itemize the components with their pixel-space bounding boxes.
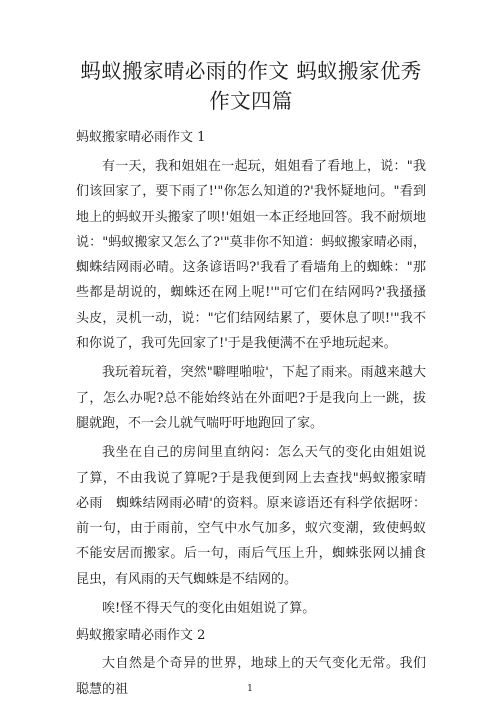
paragraph: 有一天，我和姐姐在一起玩，姐姐看了看地上，说："我们该回家了，要下雨了!'"你怎么知道的?'我怀疑地问。"看到地上的蚂蚁开头搬家了呗!'姐姐一本正经地回答。我不耐烦地说："蚂蚁搬家又怎么了?'"莫非你不知道：蚂蚁搬家晴必雨，蜘蛛结网雨必晴。这条谚语吗?'我看了看墙角上的蜘蛛："那些都是胡说的，蜘蛛还在网上呢!'"可它们在结网吗?'我搔搔头皮，灵机一动，说："它们结网结累了，要休息了呗!'"我不和你说了，我可先回家了!'于是我便满不在乎地玩起来。 <box>76 159 426 352</box>
document-title: 蚂蚁搬家晴必雨的作文 蚂蚁搬家优秀作文四篇 <box>80 59 422 113</box>
paragraph: 大自然是个奇异的世界，地球上的天气变化无常。我们聪慧的祖 <box>76 656 426 697</box>
paragraph: 我玩着玩着，突然"噼哩啪啦'，下起了雨来。雨越来越大了，怎么办呢?总不能始终站在外面吧?于是我向上一跳，拔腿就跑，不一会儿就气喘吁吁地跑回了家。 <box>76 365 426 431</box>
section-heading-1: 蚂蚁搬家晴必雨作文 1 <box>76 130 206 145</box>
paragraph: 我坐在自己的房间里直纳闷：怎么天气的变化由姐姐说了算，不由我说了算呢?于是我便到网上去查找"蚂蚁搬家晴必雨 蜘蛛结网雨必晴'的资料。原来谚语还有科学依据呀：前一句，由于雨前，空气中水气加多，蚁穴变潮，致使蚂蚁不能安居而搬家。后一句，雨后气压上升，蜘蛛张网以捕食昆虫，有风雨的天气蜘蛛是不结网的。 <box>76 445 426 587</box>
paragraph: 唉!怪不得天气的变化由姐姐说了算。 <box>102 601 316 617</box>
section-heading-2: 蚂蚁搬家晴必雨作文 2 <box>76 628 206 644</box>
page-number: 1 <box>247 684 253 694</box>
